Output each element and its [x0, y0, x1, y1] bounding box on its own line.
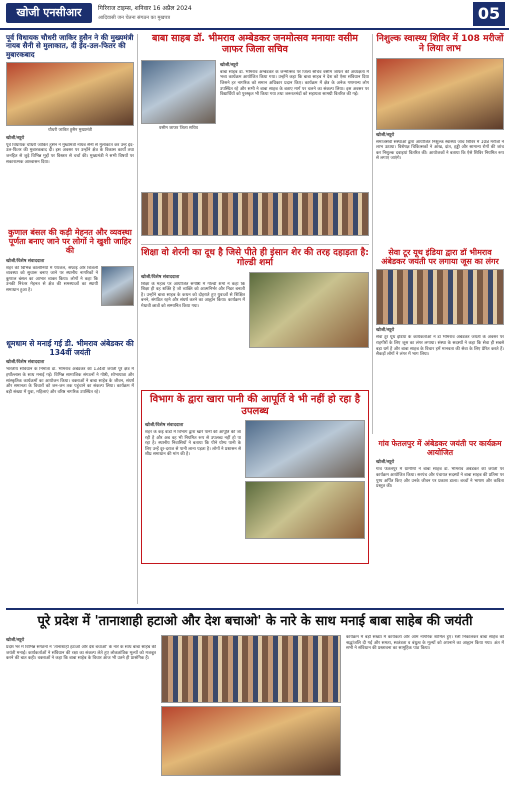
headline: कुणाल बंसल की कड़ी मेहनत और व्यवस्था पूर्णता बनाए जाने पर लोगों ने खुशी जाहिर की	[8, 228, 132, 256]
article-body: बाबा साहब डॉ. भीमराव अम्बेडकर के जन्मोत्सव पर जिला सचिव वसीम जाफर की अध्यक्षता में भव्य कार्यक्रम आयोजित किया गया। उन्होंने कहा कि बाबा साहब ने देश को ऐसा संविधान दिया जिसने हर नागरिक को समान अधिकार प्रदान किए। कार्यक्रम में क्षेत्र के अनेक गणमान्य लोग उपस्थित रहे और सभी ने बाबा साहब के बताए मार्ग पर चलने का संकल्प लिया। इस अवसर पर विद्यार्थियों को पुरस्कृत भी किया गया तथा जरूरतमंदों को सहायता सामग्री वितरित की गई।	[220, 69, 369, 98]
article-body: भारतीय संविधान के निर्माता डॉ. भीमराव अंबेडकर की 134वीं जयंती पूरे क्षेत्र में हर्षोल्लास के साथ मनाई गई। विभिन्न सामाजिक संगठनों ने गोष्ठी, शोभायात्रा और सांस्कृतिक कार्यक्रमों का आयोजन किया। वक्ताओं ने बाबा साहेब के जीवन, संघर्ष और समानता के विचारों को जन-जन तक पहुंचाने का संकल्प लिया। कार्यक्रम में बड़ी संख्या में युवा, महिलाएं और वरिष्ठ नागरिक उपस्थित रहे।	[6, 367, 134, 395]
masthead	[0, 0, 509, 30]
event-photo	[141, 192, 369, 236]
edition-line: गिरिराज टाइम्स, शनिवार 16 अप्रैल 2024	[98, 5, 192, 12]
photo	[376, 58, 504, 130]
story-left-bottom	[6, 340, 134, 587]
byline: खोजी/विशेष संवाददाता	[6, 360, 45, 366]
photo	[376, 269, 504, 325]
byline: खोजी/विशेष संवाददाता	[145, 423, 184, 428]
column-rule	[372, 34, 373, 434]
byline: खोजी/ब्यूरो	[6, 135, 25, 141]
article-body: शहर के कई वार्डों में विभाग द्वारा खारे पानी की आपूर्ति की जा रही है और अब वह भी नियमित रूप से उपलब्ध नहीं हो पा रहा है। स्थानीय निवासियों ने बताया कि पीने योग्य पानी के लिए उन्हें दूर-दराज से पानी लाना पड़ता है। लोगों ने प्रशासन से शीघ्र समाधान की मांग की है।	[145, 430, 241, 458]
story-left-top	[6, 34, 134, 187]
headline: सेवा टूर यूथ इंडिया द्वारा डॉ भीमराव अंबेडकर जयंती पर लगाया जूस का लंगर	[381, 248, 499, 267]
headline: शिक्षा वो शेरनी का दूध है जिसे पीते ही इंसान शेर की तरह दहाड़ता है: गोल्डी शर्मा	[141, 248, 369, 269]
byline: खोजी/ब्यूरो	[376, 328, 395, 334]
page-number: 05	[473, 2, 505, 26]
headline: पूर्व विधायक चौधरी जाकिर हुसैन ने की मुख्यमंत्री नायब सैनी से मुलाकात, दी ईद-उल-फितर की मुबारकबाद	[6, 33, 134, 59]
headline: पूरे प्रदेश में 'तानाशाही हटाओ और देश बचाओ' के नारे के साथ मनाई बाबा साहेब की जयंती	[37, 614, 473, 629]
photo	[141, 60, 216, 124]
story-left-mid	[6, 228, 134, 338]
stage-photo	[161, 706, 341, 776]
portrait-photo	[101, 266, 134, 306]
article-body: कार्यक्रम में बड़ी संख्या में कार्यकर्ता और आम नागरिक शामिल हुए। रैली निकालकर बाबा साहेब को श्रद्धांजलि दी गई और समता, स्वतंत्रता व बंधुत्व के मूल्यों को अपनाने का आह्वान किया गया। अंत में सभी ने संविधान की प्रस्तावना का सामूहिक पाठ किया।	[346, 635, 504, 652]
article-body: सेवा टूर यूथ इंडिया के कार्यकर्ताओं ने डॉ भीमराव अंबेडकर जयंती के अवसर पर राहगीरों के लिए जूस का लंगर लगाया। संस्था के सदस्यों ने कहा कि सेवा ही सबसे बड़ा धर्म है और बाबा साहब के विचार हमें मानवता की सेवा के लिए प्रेरित करते हैं। सैकड़ों लोगों ने लंगर में भाग लिया।	[376, 335, 504, 358]
column-rule	[137, 34, 138, 604]
section-rule	[141, 244, 369, 245]
byline: खोजी/विशेष संवाददाता	[141, 274, 180, 280]
article-body: समाजसेवी संस्थाओं द्वारा आयोजित निशुल्क स्वास्थ्य जांच शिविर में 108 मरीजों ने लाभ उठाया। विशेषज्ञ चिकित्सकों ने आंख, दांत, हड्डी और सामान्य रोगों की जांच कर निशुल्क दवाइयां वितरित कीं। आयोजकों ने बताया कि ऐसे शिविर नियमित रूप से लगाए जाएंगे।	[376, 139, 504, 162]
photo-caption: वसीम जाफर जिला सचिव	[159, 124, 198, 130]
story-center-top	[141, 34, 369, 236]
story-right-top	[376, 34, 504, 220]
byline: खोजी/विशेष संवाददाता	[6, 258, 45, 264]
headline: गांव फेतलपुर में अंबेडकर जयंती पर कार्यक्रम आयोजित	[378, 439, 502, 457]
byline: खोजी/ब्यूरो	[376, 460, 395, 466]
story-center-lower	[141, 390, 369, 564]
photo-caption: चौधरी जाकिर हुसैन मुख्यमंत्री	[48, 126, 92, 132]
article-body: गांव फेतलपुर में ग्रामीणों ने बाबा साहब डॉ. भीमराव अंबेडकर की जयंती पर कार्यक्रम आयोजित किया। सरपंच और पंचायत सदस्यों ने बाबा साहब की प्रतिमा पर पुष्प अर्पित किए और उनके जीवन पर प्रकाश डाला। बच्चों ने भाषण और कविता प्रस्तुत की।	[376, 467, 504, 490]
rally-photo	[161, 635, 341, 703]
tagline: आदिवासी जन चेतना संगठन का मुखपत्र	[98, 15, 171, 21]
photo	[245, 420, 365, 478]
story-right-mid	[376, 248, 504, 393]
photo	[245, 481, 365, 539]
headline: बाबा साहब डॉ. भीमराव अम्बेडकर जनमोत्सव मनायाः वसीम जाफर जिला सचिव	[152, 33, 358, 55]
photo	[249, 272, 369, 348]
story-center-mid	[141, 248, 369, 382]
photo	[6, 62, 134, 126]
byline: खोजी/ब्यूरो	[376, 132, 395, 138]
story-right-bottom	[376, 440, 504, 573]
headline: विभाग के द्वारा खारा पानी की आपूर्ति वे भी नहीं हो रहा है उपलब्ध	[149, 394, 361, 417]
headline: निशुल्क स्वास्थ्य शिविर में 108 मरीजों ने लिया लाभ	[376, 34, 504, 55]
headline: धूमधाम से मनाई गई डी. भीमराव अंबेडकर की 134वीं जयंती	[6, 339, 134, 357]
newspaper-logo: खोजी एनसीआर	[6, 3, 92, 23]
article-body: शिक्षा के महत्व पर आयोजित संगोष्ठी में गोल्डी शर्मा ने कहा कि शिक्षा ही वह शक्ति है जो व्यक्ति को आत्मनिर्भर और निडर बनाती है। उन्होंने बाबा साहब के कथन को दोहराते हुए युवाओं से शिक्षित बनने, संगठित रहने और संघर्ष करने का आह्वान किया। कार्यक्रम में मेधावी छात्रों को सम्मानित किया गया।	[141, 281, 245, 310]
article-body: पूर्व विधायक चौधरी जाकिर हुसैन ने मुख्यमंत्री नायब सैनी से मुलाकात कर उन्हें ईद-उल-फितर की मुबारकबाद दी। इस अवसर पर उन्होंने क्षेत्र के विकास कार्यों तथा जनहित से जुड़े विभिन्न मुद्दों पर विस्तार से चर्चा की। मुख्यमंत्री ने सभी विषयों पर सकारात्मक आश्वासन दिया।	[6, 142, 134, 165]
story-banner	[6, 614, 504, 785]
byline: खोजी/ब्यूरो	[220, 62, 239, 68]
article-body: शहर की विभिन्न कॉलोनियों में पेयजल, सफाई और बिजली व्यवस्था को सुचारू बनाए जाने पर स्थानीय नागरिकों ने कुणाल बंसल का आभार व्यक्त किया। लोगों ने कहा कि उनकी निरंतर मेहनत से क्षेत्र की समस्याओं का स्थायी समाधान हुआ है।	[6, 265, 98, 293]
byline: खोजी/ब्यूरो	[6, 638, 25, 643]
banner-rule	[6, 608, 504, 610]
article-body: प्रदेश भर में विभिन्न संगठनों ने 'तानाशाही हटाओ और देश बचाओ' के नारे के साथ बाबा साहेब की जयंती मनाई। कार्यकर्ताओं ने संविधान की रक्षा का संकल्प लेते हुए लोकतांत्रिक मूल्यों को मजबूत करने की बात कही। वक्ताओं ने कहा कि बाबा साहेब के विचार आज भी उतने ही प्रासंगिक हैं।	[6, 645, 156, 662]
